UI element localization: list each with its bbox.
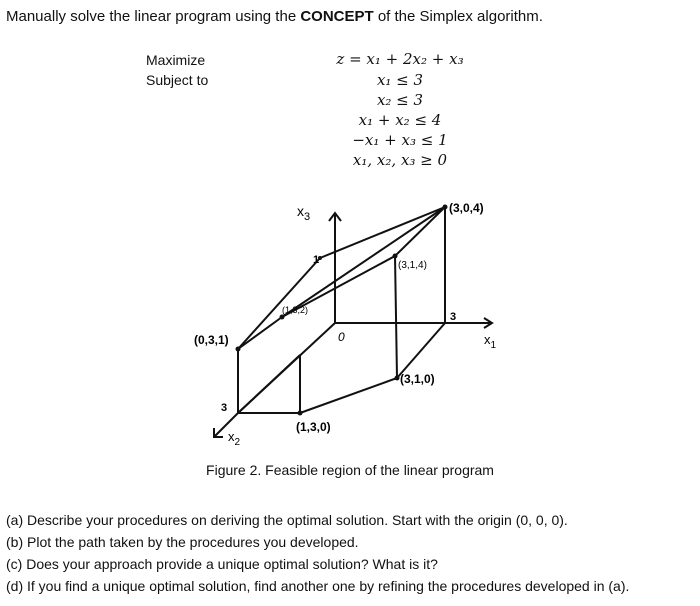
- x1-axis-label: $x_1$: [484, 332, 497, 351]
- subject-to-label: Subject to: [146, 72, 209, 88]
- question-c: (c) Does your approach provide a unique optimal solution? What is it?: [6, 556, 438, 572]
- origin-label: 0: [338, 330, 345, 344]
- vertex-031: [236, 347, 241, 352]
- constraint-2: x₂ ≤ 3: [376, 91, 424, 109]
- objective-function: z = x₁ + 2x₂ + x₃: [336, 50, 464, 68]
- figure-caption: Figure 2. Feasible region of the linear program: [206, 462, 494, 478]
- edge-300-to-310: [397, 323, 445, 378]
- label-132: (1,3,2): [282, 305, 309, 315]
- edge-310-to-130: [300, 378, 397, 413]
- x3-axis-label: $x_3$: [297, 203, 311, 223]
- constraint-3: x₁ + x₂ ≤ 4: [358, 111, 442, 129]
- vertex-132: [280, 315, 285, 320]
- label-310: (3,1,0): [400, 372, 435, 386]
- label-031: (0,3,1): [194, 333, 229, 347]
- x1-tick-label: 3: [450, 311, 457, 323]
- nonnegativity-constraint: x₁, x₂, x₃ ≥ 0: [352, 151, 448, 169]
- edge-030-diagonal: [238, 355, 300, 413]
- vertex-310: [395, 376, 400, 381]
- constraint-4: −x₁ + x₃ ≤ 1: [352, 131, 448, 149]
- constraint-1: x₁ ≤ 3: [376, 71, 424, 89]
- question-d: (d) If you find a unique optimal solution, find another one by refining the procedures developed in (a).: [6, 578, 630, 594]
- problem-title: Manually solve the linear program using the CONCEPT of the Simplex algorithm.: [6, 8, 543, 25]
- vertex-314: [393, 254, 398, 259]
- x2-axis-label: $x_2$: [228, 429, 241, 448]
- x2-tick-label: 3: [221, 402, 228, 414]
- label-314: (3,1,4): [398, 260, 427, 271]
- edge-031-to-132: [238, 317, 282, 349]
- question-a: (a) Describe your procedures on deriving the optimal solution. Start with the origin (0, 0, 0).: [6, 512, 568, 528]
- vertex-130: [298, 411, 303, 416]
- label-304: (3,0,4): [449, 201, 484, 215]
- edge-310-to-314: [395, 256, 397, 378]
- question-b: (b) Plot the path taken by the procedures you developed.: [6, 534, 359, 550]
- vertex-304: [443, 205, 448, 210]
- edge-314-to-304: [395, 207, 445, 256]
- maximize-label: Maximize: [146, 52, 206, 68]
- x3-tick-label: 1: [313, 254, 320, 266]
- label-130: (1,3,0): [296, 420, 331, 434]
- title-bold-word: CONCEPT: [300, 8, 374, 25]
